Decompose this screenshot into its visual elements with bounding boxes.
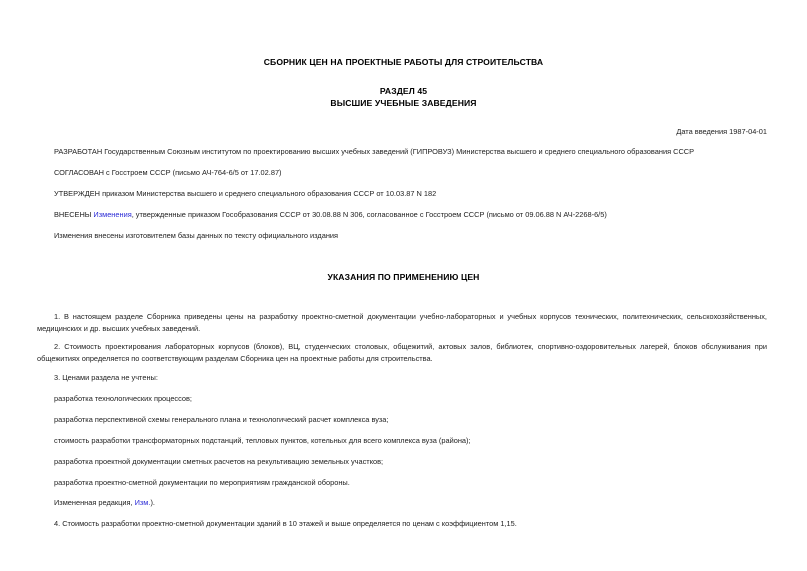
introduced-suffix: , утвержденные приказом Гособразования СССР от 30.08.88 N 306, согласованное с Госстроем СССР (письмо от 09.06.88 N АЧ-2268-6/5) — [131, 210, 607, 219]
introduced-changes — [54, 211, 767, 220]
list-item: разработка перспективной схемы генерального плана и технологический расчет комплекса вуза; — [54, 415, 389, 424]
paragraph-2: 2. Стоимость проектирования лабораторных корпусов (блоков), ВЦ, студенческих столовых, общежитий, актовых залов, библиотек, спортивно-оздоровительных лагерей, блоков обслуживания при общежитиях определяется по соответствующим разделам Сборника цен на проектные работы для строительства. — [37, 342, 767, 363]
section-title: УКАЗАНИЯ ПО ПРИМЕНЕНИЮ ЦЕН — [327, 272, 480, 282]
paragraph-4: 4. Стоимость разработки проектно-сметной документации зданий в 10 этажей и выше определяется по ценам с коэффициентом 1,15. — [54, 519, 517, 528]
list-item: разработка проектно-сметной документации по мероприятиям гражданской обороны. — [54, 478, 350, 487]
list-item: разработка проектной документации сметных расчетов на рекультивацию земельных участков; — [54, 457, 384, 466]
paragraph-3: 3. Ценами раздела не учтены: — [54, 373, 158, 382]
list-item: стоимость разработки трансформаторных подстанций, тепловых пунктов, котельных для всего комплекса вуза (района); — [54, 436, 471, 445]
developed-by: РАЗРАБОТАН Государственным Союзным институтом по проектированию высших учебных заведений (ГИПРОВУЗ) Министерства высшего и среднего специального образования СССР — [54, 147, 695, 156]
changes-link[interactable]: Изменения — [93, 210, 132, 219]
edited-prefix: Измененная редакция, — [54, 498, 135, 507]
approved-by: УТВЕРЖДЕН приказом Министерства высшего и среднего специального образования СССР от 10.03.87 N 182 — [54, 189, 437, 198]
section-name: ВЫСШИЕ УЧЕБНЫЕ ЗАВЕДЕНИЯ — [330, 98, 477, 108]
section-number: РАЗДЕЛ 45 — [379, 86, 428, 96]
list-item: разработка технологических процессов; — [54, 394, 192, 403]
effective-date: Дата введения 1987-04-01 — [676, 127, 767, 136]
agreed-with: СОГЛАСОВАН с Госстроем СССР (письмо АЧ-764-6/5 от 17.02.87) — [54, 168, 282, 177]
document-title: СБОРНИК ЦЕН НА ПРОЕКТНЫЕ РАБОТЫ ДЛЯ СТРОИТЕЛЬСТВА — [263, 57, 544, 67]
amendment-link[interactable]: Изм. — [134, 498, 151, 507]
edited-suffix: ). — [150, 498, 155, 507]
edited-note — [54, 499, 767, 508]
paragraph-1: 1. В настоящем разделе Сборника приведены цены на разработку проектно-сметной документации учебно-лабораторных и учебных корпусов технических, политехнических, сельскохозяйственных, медицинских и др. высших учебных заведений. — [37, 312, 767, 333]
introduced-prefix: ВНЕСЕНЫ — [54, 210, 94, 219]
changes-note: Изменения внесены изготовителем базы данных по тексту официального издания — [54, 231, 339, 240]
